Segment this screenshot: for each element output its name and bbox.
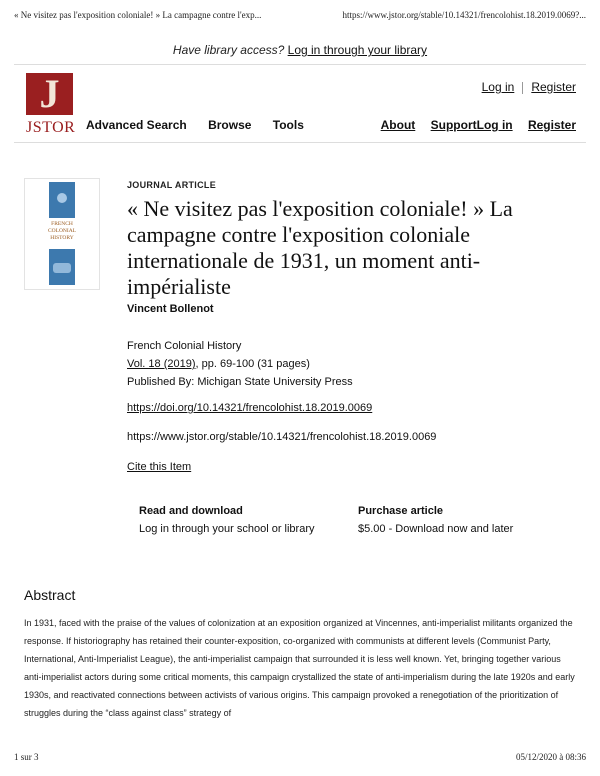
purchase-heading: Purchase article: [358, 505, 443, 517]
doi-link[interactable]: https://doi.org/10.14321/frencolohist.18.2019.0069: [127, 402, 373, 414]
print-page-title: « Ne visitez pas l'exposition coloniale! » La campagne contre l'exp...: [14, 10, 262, 20]
content-type-label: JOURNAL ARTICLE: [127, 180, 217, 190]
publisher: Published By: Michigan State University Press: [127, 376, 353, 388]
read-download-option[interactable]: [139, 502, 314, 538]
cover-bottom-image: [49, 249, 75, 285]
print-page-url: https://www.jstor.org/stable/10.14321/frencolohist.18.2019.0069?...: [342, 10, 586, 20]
divider: [14, 142, 586, 143]
account-nav: [482, 80, 576, 94]
stable-url: https://www.jstor.org/stable/10.14321/frencolohist.18.2019.0069: [127, 431, 437, 443]
cite-item-link[interactable]: Cite this Item: [127, 461, 192, 473]
nav-register[interactable]: Register: [527, 118, 576, 132]
register-link[interactable]: Register: [531, 80, 576, 94]
doi: [127, 402, 372, 414]
volume-link[interactable]: Vol. 18 (2019): [127, 358, 196, 370]
nav-advanced-search[interactable]: Advanced Search: [86, 118, 187, 132]
cover-title: FRENCH COLONIAL HISTORY: [47, 221, 77, 241]
read-download-text: Log in through your school or library: [139, 523, 315, 535]
nav-separator: [522, 82, 523, 94]
article-author[interactable]: Vincent Bollenot: [127, 303, 214, 315]
print-page-number: 1 sur 3: [14, 752, 39, 762]
cite: [127, 461, 191, 473]
article-meta: [127, 180, 577, 315]
library-access-bar: [0, 43, 600, 57]
journal-name[interactable]: French Colonial History: [127, 340, 242, 352]
divider: [14, 64, 586, 65]
nav-browse[interactable]: Browse: [208, 118, 252, 132]
nav-support-login[interactable]: SupportLog in: [430, 118, 513, 132]
abstract-text: In 1931, faced with the praise of the values of colonization at an exposition organized at Vincennes, anti-imperialist militants organized the response. If historiography has retained their counter-exposition, co-organized with communists at different levels (Communist Party, International, Anti-Imperialist League), the anti-imperialist campaign that surrounded it is less well known. Yet, bringing together various anti-imperialist actors during some critical moments, this campaign crystallized the state of anti-imperialism during the late 1920s and early 1930s, and reactivated connections between activists of various origins. This campaign provoked a renegotiation of the prioritization of struggles during the “class against class” strategy of: [24, 618, 575, 718]
cover-top-image: [49, 182, 75, 218]
nav-tools[interactable]: Tools: [272, 118, 304, 132]
jstor-logo-icon: J: [26, 73, 73, 115]
abstract-heading: Abstract: [24, 587, 76, 603]
jstor-logo[interactable]: [26, 71, 76, 137]
purchase-article-option[interactable]: [358, 502, 513, 538]
nav-about[interactable]: About: [380, 118, 416, 132]
journal-cover-thumbnail[interactable]: [24, 178, 100, 290]
jstor-logo-word: JSTOR: [26, 119, 76, 136]
print-datetime: 05/12/2020 à 08:36: [516, 752, 586, 762]
print-footer: [14, 752, 586, 762]
article-title: « Ne visitez pas l'exposition coloniale! » La campagne contre l'exposition coloniale internationale de 1931, un moment anti-impérialiste: [127, 196, 513, 299]
read-download-heading: Read and download: [139, 505, 243, 517]
page-range: , pp. 69-100 (31 pages): [195, 358, 310, 370]
main-nav: [86, 118, 322, 132]
login-link[interactable]: Log in: [481, 80, 515, 94]
journal-info: [127, 337, 353, 391]
library-login-link[interactable]: Log in through your library: [287, 43, 428, 57]
purchase-price-text: $5.00 - Download now and later: [358, 523, 514, 535]
secondary-nav: [381, 118, 576, 132]
library-access-question: Have library access?: [172, 43, 285, 57]
